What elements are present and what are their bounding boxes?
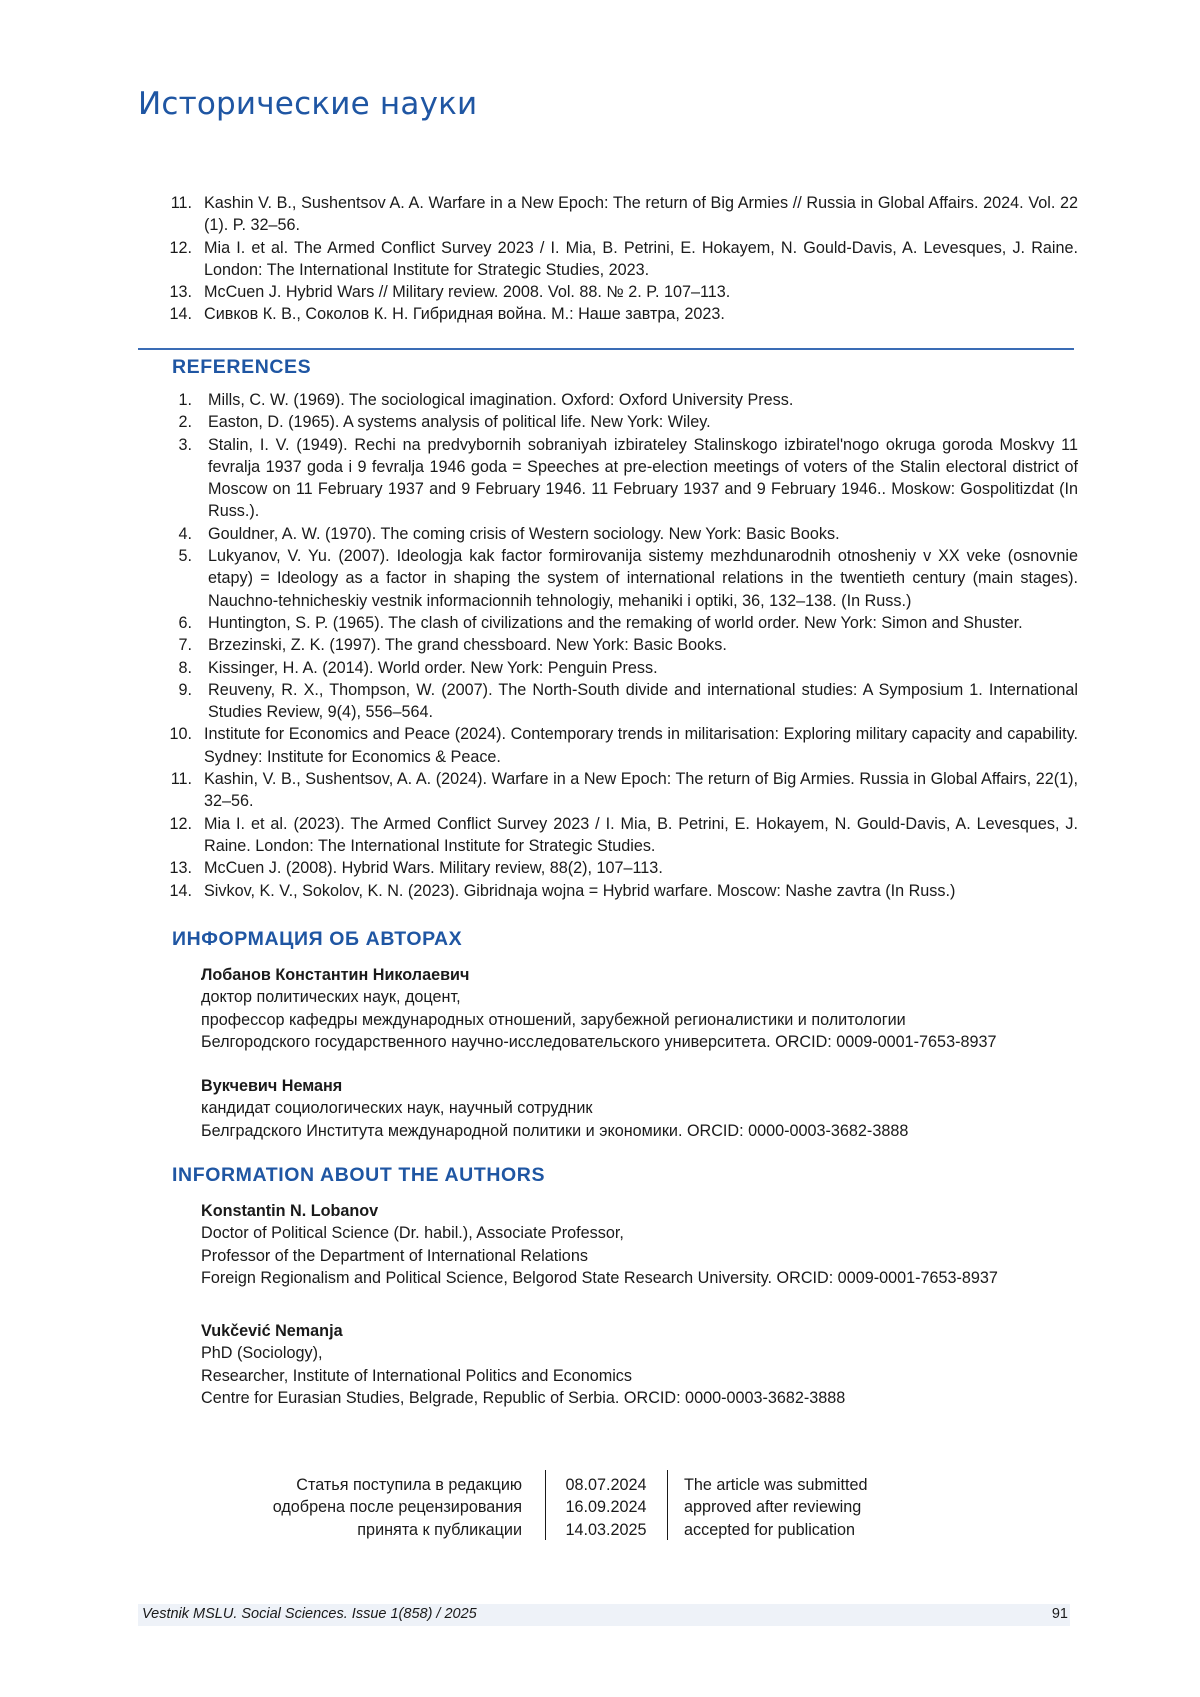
item-number: 8. <box>178 658 192 677</box>
date-value: 08.07.2024 <box>565 1476 647 1494</box>
item-text: Huntington, S. P. (1965). The clash of civilizations and the remaking of world order. New York: Simon and Shuster. <box>208 613 1023 632</box>
date-label: accepted for publication <box>684 1520 855 1539</box>
item-text: Easton, D. (1965). A systems analysis of political life. New York: Wiley. <box>208 413 711 432</box>
item-number: 11. <box>170 770 192 789</box>
item-number: 14. <box>169 305 192 324</box>
item-text: Gouldner, A. W. (1970). The coming crisis of Western sociology. New York: Basic Books. <box>208 524 840 543</box>
item-text: Lukyanov, V. Yu. (2007). Ideologja kak factor formirovanija sistemy mezhdunarodnih otnosheniy v XX veke (osnovnie etapy) = Ideology as a factor in shaping the system of international relations in the twentieth century (main stages). Nauchno-tehnicheskiy vestnik informacionnih tehnologiy, mehaniki i optiki, 36, 132–138. (In Russ.) <box>208 547 1078 610</box>
author-detail: Doctor of Political Science (Dr. habil.), Associate Professor, <box>201 1224 624 1243</box>
list-item <box>156 880 1078 902</box>
list-item <box>156 723 1078 768</box>
date-label: The article was submitted <box>684 1476 868 1494</box>
item-number: 3. <box>178 435 192 454</box>
item-text: Сивков К. В., Соколов К. Н. Гибридная война. М.: Наше завтра, 2023. <box>204 305 725 324</box>
item-number: 5. <box>178 547 192 566</box>
list-item <box>156 545 1078 612</box>
author-detail: PhD (Sociology), <box>201 1344 323 1363</box>
item-text: Mia I. et al. The Armed Conflict Survey 2023 / I. Mia, B. Petrini, E. Hokayem, N. Gould-Davis, A. Levesques, J. Raine. London: The International Institute for Strategic Studies, 2023. <box>204 238 1078 279</box>
author-name: Konstantin N. Lobanov <box>201 1202 379 1220</box>
item-number: 12. <box>169 238 192 257</box>
list-item <box>156 657 1078 679</box>
date-label: одобрена после рецензирования <box>272 1498 522 1517</box>
item-number: 7. <box>178 636 192 655</box>
item-text: Sivkov, K. V., Sokolov, K. N. (2023). Gibridnaja wojna = Hybrid warfare. Moscow: Nashe zavtra (In Russ.) <box>204 881 956 900</box>
author-detail: Centre for Eurasian Studies, Belgrade, Republic of Serbia. ORCID: 0000-0003-3682-3888 <box>201 1388 846 1407</box>
list-item <box>156 612 1078 634</box>
list-item <box>156 434 1078 523</box>
author-detail: доктор политических наук, доцент, <box>201 988 461 1007</box>
item-text: Reuveny, R. X., Thompson, W. (2007). The North-South divide and international studies: A Symposium 1. International Studies Review, 9(4), 556–564. <box>208 680 1078 722</box>
author-name: Vukčević Nemanja <box>201 1322 343 1340</box>
item-number: 13. <box>169 283 192 302</box>
list-item <box>156 411 1078 433</box>
page-footer <box>138 1604 1070 1626</box>
author-detail: Белгородского государственного научно-исследовательского университета. ORCID: 0009-0001-7653-8937 <box>201 1032 997 1051</box>
item-text: Kashin, V. B., Sushentsov, A. A. (2024). Warfare in a New Epoch: The return of Big Armies. Russia in Global Affairs, 22(1), 32–56. <box>204 770 1078 811</box>
date-value: 14.03.2025 <box>565 1520 647 1539</box>
author-detail: кандидат социологических наук, научный сотрудник <box>201 1099 593 1118</box>
list-item <box>156 281 1078 303</box>
list-item <box>156 192 1078 237</box>
section-divider <box>138 348 1074 350</box>
author-detail: Белградского Института международной политики и экономики. ORCID: 0000-0003-3682-3888 <box>201 1121 909 1140</box>
item-number: 12. <box>169 814 192 833</box>
item-number: 9. <box>178 680 192 699</box>
item-text: Brzezinski, Z. K. (1997). The grand chessboard. New York: Basic Books. <box>208 636 727 655</box>
item-text: Kashin V. B., Sushentsov A. A. Warfare in a New Epoch: The return of Big Armies // Russia in Global Affairs. 2024. Vol. 22 (1). P. 32–56. <box>204 194 1078 235</box>
journal-title: Vestnik MSLU. Social Sciences. Issue 1(858) / 2025 <box>142 1606 477 1622</box>
dates-divider <box>667 1470 668 1540</box>
author-card <box>201 1200 998 1289</box>
item-number: 2. <box>178 413 192 432</box>
author-card <box>201 1075 908 1142</box>
item-number: 10. <box>169 725 192 744</box>
dates-labels-en <box>684 1474 944 1541</box>
dates-labels-ru <box>200 1474 522 1541</box>
section-title: Исторические науки <box>138 86 478 122</box>
list-item <box>156 303 1078 325</box>
author-detail: Foreign Regionalism and Political Science, Belgorod State Research University. ORCID: 0009-0001-7653-8937 <box>201 1268 998 1287</box>
author-name: Лобанов Константин Николаевич <box>201 966 470 984</box>
date-value: 16.09.2024 <box>565 1498 647 1517</box>
authors-en-heading: INFORMATION ABOUT THE AUTHORS <box>172 1164 546 1186</box>
item-text: Mills, C. W. (1969). The sociological imagination. Oxford: Oxford University Press. <box>208 391 794 409</box>
list-item <box>156 768 1078 813</box>
reference-list-ru-tail <box>156 192 1078 326</box>
item-number: 4. <box>178 524 192 543</box>
item-text: Stalin, I. V. (1949). Rechi na predvybornih sobraniyah izbirateley Stalinskogo izbiratel'nogo okruga goroda Moskvy 11 fevralja 1937 goda i 9 fevralja 1946 goda = Speeches at pre-election meetings of voters of the Stalin electoral district of Moscow on 11 February 1937 and 9 February 1946. 11 February 1937 and 9 February 1946.. Moskow: Gospolitizdat (In Russ.). <box>208 435 1078 521</box>
date-label: Статья поступила в редакцию <box>296 1476 522 1494</box>
list-item <box>156 857 1078 879</box>
item-number: 14. <box>169 881 192 900</box>
author-detail: Researcher, Institute of International Politics and Economics <box>201 1366 632 1385</box>
item-text: McCuen J. Hybrid Wars // Military review. 2008. Vol. 88. № 2. P. 107–113. <box>204 283 731 302</box>
list-item <box>156 813 1078 858</box>
item-number: 1. <box>178 391 192 409</box>
date-label: принята к публикации <box>357 1520 522 1539</box>
reference-list <box>156 389 1078 902</box>
authors-ru-heading: ИНФОРМАЦИЯ ОБ АВТОРАХ <box>172 928 463 950</box>
author-card <box>201 964 996 1053</box>
list-item <box>156 523 1078 545</box>
item-text: Kissinger, H. A. (2014). World order. New York: Penguin Press. <box>208 658 658 677</box>
author-detail: профессор кафедры международных отношений, зарубежной регионалистики и политологии <box>201 1010 906 1029</box>
item-number: 6. <box>178 613 192 632</box>
list-item <box>156 389 1078 411</box>
list-item <box>156 634 1078 656</box>
author-name: Вукчевич Неманя <box>201 1077 343 1095</box>
item-text: Mia I. et al. (2023). The Armed Conflict Survey 2023 / I. Mia, B. Petrini, E. Hokayem, N. Gould-Davis, A. Levesques, J. Raine. London: The International Institute for Strategic Studies. <box>204 814 1078 855</box>
date-label: approved after reviewing <box>684 1498 862 1517</box>
dates-values <box>545 1474 667 1541</box>
item-number: 11. <box>170 194 192 212</box>
author-card <box>201 1320 845 1409</box>
item-text: McCuen J. (2008). Hybrid Wars. Military review, 88(2), 107–113. <box>204 859 663 878</box>
list-item <box>156 679 1078 724</box>
page-number: 91 <box>1051 1606 1068 1622</box>
item-text: Institute for Economics and Peace (2024). Contemporary trends in militarisation: Exploring military capacity and capability. Sydney: Institute for Economics & Peace. <box>204 725 1078 766</box>
item-number: 13. <box>169 859 192 878</box>
list-item <box>156 237 1078 282</box>
references-heading: REFERENCES <box>172 356 312 378</box>
author-detail: Professor of the Department of International Relations <box>201 1246 588 1265</box>
